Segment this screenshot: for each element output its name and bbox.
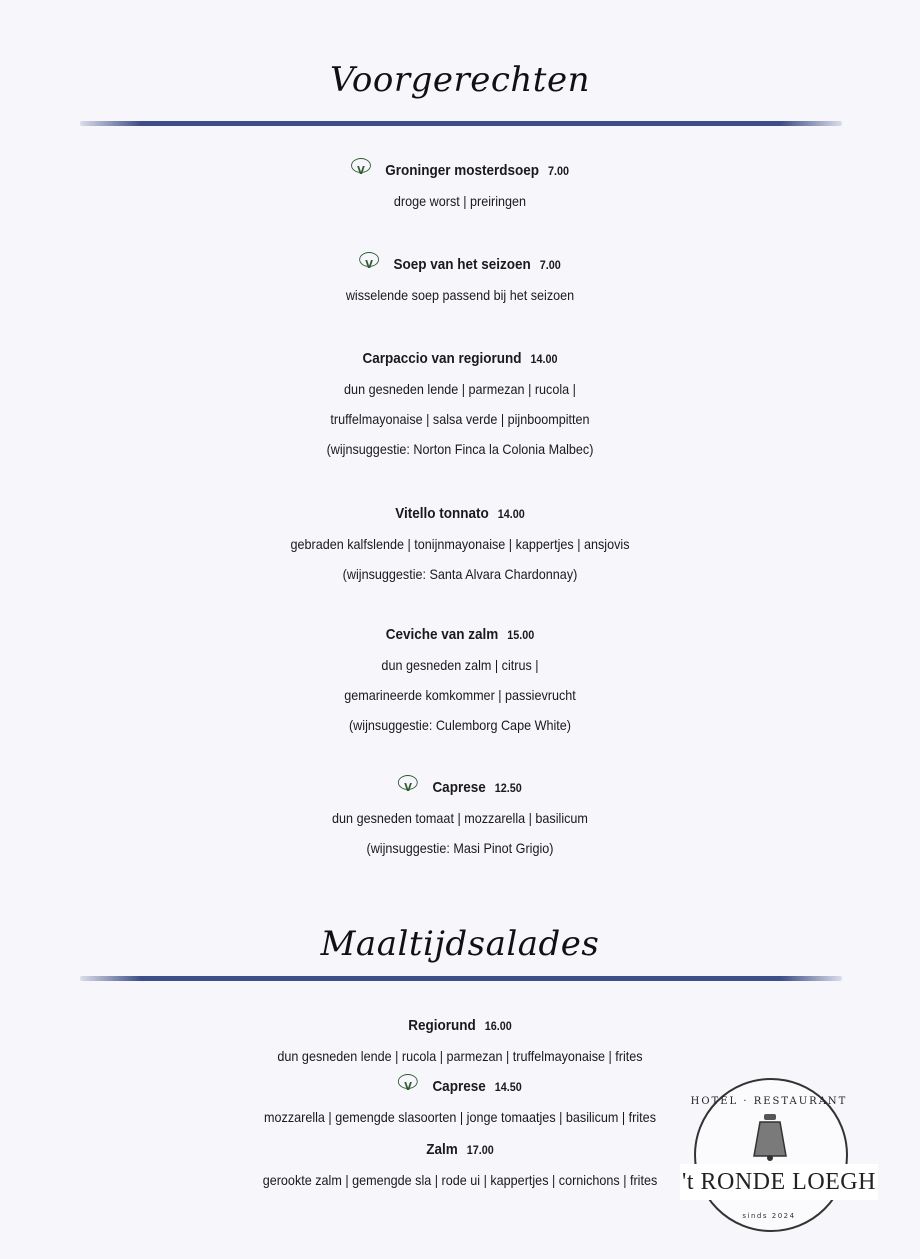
vegetarian-icon [351, 158, 371, 173]
item-description: dun gesneden lende | rucola | parmezan | truffelmayonaise | frites [277, 1048, 643, 1064]
menu-item [0, 772, 920, 863]
item-price: 7.00 [547, 164, 569, 178]
item-price: 12.50 [494, 781, 522, 795]
wine-suggestion: (wijnsuggestie: Santa Alvara Chardonnay) [342, 566, 578, 582]
item-description: mozzarella | gemengde slasoorten | jonge tomaatjes | basilicum | frites [264, 1109, 656, 1125]
section-heading-voorgerechten: Voorgerechten [329, 60, 590, 100]
item-description: wisselende soep passend bij het seizoen [345, 287, 575, 303]
menu-item [0, 619, 920, 740]
wine-suggestion: (wijnsuggestie: Norton Finca la Colonia Malbec) [326, 441, 594, 457]
menu-item [0, 1010, 920, 1071]
vegetarian-icon [398, 775, 418, 790]
item-price: 14.50 [494, 1080, 522, 1094]
menu-item [0, 249, 920, 310]
bell-icon [750, 1112, 790, 1162]
logo-top-text: HOTEL · RESTAURANT [690, 1096, 848, 1107]
vegetarian-icon [359, 252, 379, 267]
menu-item [0, 155, 920, 216]
item-name: Soep van het seizoen [393, 256, 531, 273]
menu-item [0, 343, 920, 464]
logo-name: 't RONDE LOEGH [680, 1164, 878, 1200]
item-price: 7.00 [539, 258, 561, 272]
menu-item [0, 498, 920, 589]
item-price: 15.00 [507, 628, 535, 642]
section-divider [80, 976, 842, 981]
item-description: gerookte zalm | gemengde sla | rode ui | kappertjes | cornichons | frites [262, 1172, 658, 1188]
restaurant-logo [680, 1078, 876, 1238]
item-name: Caprese [432, 1078, 486, 1095]
item-name: Groninger mosterdsoep [385, 162, 539, 179]
item-price: 16.00 [484, 1019, 512, 1033]
vegetarian-icon [398, 1074, 418, 1089]
item-description: dun gesneden tomaat | mozzarella | basilicum [332, 810, 588, 826]
item-name: Vitello tonnato [395, 505, 489, 522]
item-description: dun gesneden zalm | citrus | [381, 657, 539, 673]
logo-since: sinds 2024 [742, 1212, 796, 1220]
wine-suggestion: (wijnsuggestie: Masi Pinot Grigio) [366, 840, 554, 856]
item-name: Caprese [432, 779, 486, 796]
item-name: Zalm [426, 1141, 458, 1158]
section-heading-maaltijdsalades: Maaltijdsalades [320, 924, 600, 964]
item-description: droge worst | preiringen [393, 193, 527, 209]
item-price: 14.00 [497, 507, 525, 521]
item-description: gemarineerde komkommer | passievrucht [344, 687, 576, 703]
item-name: Carpaccio van regiorund [362, 350, 522, 367]
section-divider [80, 121, 842, 126]
item-name: Regiorund [408, 1017, 476, 1034]
wine-suggestion: (wijnsuggestie: Culemborg Cape White) [348, 717, 571, 733]
item-name: Ceviche van zalm [385, 626, 499, 643]
item-description: gebraden kalfslende | tonijnmayonaise | kappertjes | ansjovis [290, 536, 630, 552]
item-description: truffelmayonaise | salsa verde | pijnboompitten [330, 411, 590, 427]
item-price: 17.00 [466, 1143, 494, 1157]
item-price: 14.00 [530, 352, 558, 366]
item-description: dun gesneden lende | parmezan | rucola | [344, 381, 576, 397]
